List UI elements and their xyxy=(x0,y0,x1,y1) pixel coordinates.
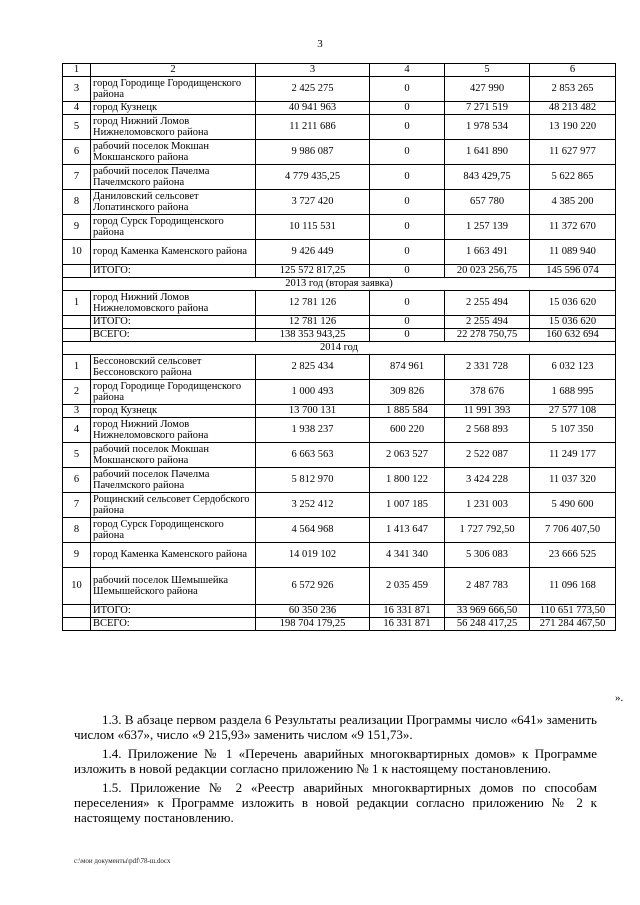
municipality-name-cell: Рощинский сельсовет Сердобского района xyxy=(91,493,256,518)
row-number-cell: 2 xyxy=(63,380,91,405)
amount-cell: 3 424 228 xyxy=(445,468,530,493)
amount-cell: 13 190 220 xyxy=(530,115,616,140)
file-path-footer: c:\мои документы\pdf\78-ш.docx xyxy=(74,857,171,865)
row-number-cell: 7 xyxy=(63,493,91,518)
table-row xyxy=(63,165,616,190)
amount-cell: 6 032 123 xyxy=(530,355,616,380)
amount-cell: 4 341 340 xyxy=(370,543,445,568)
municipality-name-cell: город Нижний Ломов Нижнеломовского района xyxy=(91,418,256,443)
empty-cell xyxy=(63,265,91,278)
municipality-name-cell: город Сурск Городищенского района xyxy=(91,518,256,543)
table-row xyxy=(63,115,616,140)
municipality-name-cell: город Сурск Городищенского района xyxy=(91,215,256,240)
row-number-cell: 1 xyxy=(63,291,91,316)
row-number-cell: 10 xyxy=(63,240,91,265)
amount-cell: 0 xyxy=(370,77,445,102)
municipality-name-cell: рабочий поселок Мокшан Мокшанского района xyxy=(91,443,256,468)
amount-cell: 11 991 393 xyxy=(445,405,530,418)
row-number-cell: 9 xyxy=(63,543,91,568)
section-header-2014 xyxy=(63,342,616,355)
table-row xyxy=(63,568,616,605)
municipality-name-cell: город Нижний Ломов Нижнеломовского района xyxy=(91,291,256,316)
amount-cell: 427 990 xyxy=(445,77,530,102)
amount-cell: 657 780 xyxy=(445,190,530,215)
table-row xyxy=(63,240,616,265)
amount-cell: 2 331 728 xyxy=(445,355,530,380)
table-row xyxy=(63,468,616,493)
amount-cell: 271 284 467,50 xyxy=(530,618,616,631)
amount-cell: 5 107 350 xyxy=(530,418,616,443)
grand-total-row xyxy=(63,618,616,631)
row-number-cell: 5 xyxy=(63,443,91,468)
total-row xyxy=(63,605,616,618)
amount-cell: 843 429,75 xyxy=(445,165,530,190)
amount-cell: 13 700 131 xyxy=(256,405,370,418)
amount-cell: 0 xyxy=(370,291,445,316)
amount-cell: 6 572 926 xyxy=(256,568,370,605)
municipality-name-cell: город Городище Городищенского района xyxy=(91,77,256,102)
table-row xyxy=(63,140,616,165)
amount-cell: 2 063 527 xyxy=(370,443,445,468)
amount-cell: 11 249 177 xyxy=(530,443,616,468)
amount-cell: 5 490 600 xyxy=(530,493,616,518)
amount-cell: 1 000 493 xyxy=(256,380,370,405)
municipality-name-cell: город Городище Городищенского района xyxy=(91,380,256,405)
amount-cell: 5 622 865 xyxy=(530,165,616,190)
amount-cell: 0 xyxy=(370,240,445,265)
grand-total-row xyxy=(63,329,616,342)
row-number-cell: 4 xyxy=(63,102,91,115)
table-row xyxy=(63,77,616,102)
column-number-cell: 4 xyxy=(370,64,445,77)
amount-cell: 1 007 185 xyxy=(370,493,445,518)
amount-cell: 40 941 963 xyxy=(256,102,370,115)
row-number-cell: 6 xyxy=(63,468,91,493)
amount-cell: 33 969 666,50 xyxy=(445,605,530,618)
amount-cell: 1 688 995 xyxy=(530,380,616,405)
amount-cell: 3 727 420 xyxy=(256,190,370,215)
amount-cell: 0 xyxy=(370,140,445,165)
municipality-name-cell: рабочий поселок Мокшан Мокшанского района xyxy=(91,140,256,165)
amount-cell: 12 781 126 xyxy=(256,316,370,329)
amount-cell: 11 089 940 xyxy=(530,240,616,265)
amount-cell: 0 xyxy=(370,115,445,140)
amount-cell: 1 938 237 xyxy=(256,418,370,443)
amount-cell: 15 036 620 xyxy=(530,316,616,329)
municipality-name-cell: город Кузнецк xyxy=(91,102,256,115)
amount-cell: 198 704 179,25 xyxy=(256,618,370,631)
amount-cell: 1 641 890 xyxy=(445,140,530,165)
amendment-paragraphs xyxy=(74,712,597,829)
amount-cell: 60 350 236 xyxy=(256,605,370,618)
amount-cell: 4 385 200 xyxy=(530,190,616,215)
amount-cell: 9 986 087 xyxy=(256,140,370,165)
total-label-cell: ИТОГО: xyxy=(91,316,256,329)
amount-cell: 5 306 083 xyxy=(445,543,530,568)
amount-cell: 0 xyxy=(370,215,445,240)
amount-cell: 11 037 320 xyxy=(530,468,616,493)
amount-cell: 2 825 434 xyxy=(256,355,370,380)
paragraph-1-5: 1.5. Приложение № 2 «Реестр аварийных многоквартирных домов по способам переселения» к Программе изложить в новой редакции согласно приложению № 2 к настоящему постановлению. xyxy=(74,780,597,825)
amount-cell: 16 331 871 xyxy=(370,618,445,631)
amount-cell: 0 xyxy=(370,102,445,115)
empty-cell xyxy=(63,618,91,631)
row-number-cell: 4 xyxy=(63,418,91,443)
amount-cell: 2 568 893 xyxy=(445,418,530,443)
amount-cell: 7 706 407,50 xyxy=(530,518,616,543)
amount-cell: 309 826 xyxy=(370,380,445,405)
amount-cell: 2 425 275 xyxy=(256,77,370,102)
table-body xyxy=(63,64,616,631)
empty-cell xyxy=(63,316,91,329)
amount-cell: 12 781 126 xyxy=(256,291,370,316)
row-number-cell: 10 xyxy=(63,568,91,605)
column-number-cell: 3 xyxy=(256,64,370,77)
row-number-cell: 7 xyxy=(63,165,91,190)
table-row xyxy=(63,543,616,568)
table-row xyxy=(63,102,616,115)
amount-cell: 1 885 584 xyxy=(370,405,445,418)
municipality-name-cell: Даниловский сельсовет Лопатинского района xyxy=(91,190,256,215)
amount-cell: 20 023 256,75 xyxy=(445,265,530,278)
row-number-cell: 3 xyxy=(63,77,91,102)
amount-cell: 15 036 620 xyxy=(530,291,616,316)
amount-cell: 11 627 977 xyxy=(530,140,616,165)
amount-cell: 1 663 491 xyxy=(445,240,530,265)
amount-cell: 4 779 435,25 xyxy=(256,165,370,190)
table-row xyxy=(63,518,616,543)
amount-cell: 0 xyxy=(370,190,445,215)
amount-cell: 22 278 750,75 xyxy=(445,329,530,342)
amount-cell: 138 353 943,25 xyxy=(256,329,370,342)
row-number-cell: 9 xyxy=(63,215,91,240)
column-number-cell: 2 xyxy=(91,64,256,77)
table-row xyxy=(63,190,616,215)
column-number-cell: 6 xyxy=(530,64,616,77)
amount-cell: 1 978 534 xyxy=(445,115,530,140)
table-row xyxy=(63,443,616,468)
empty-cell xyxy=(63,329,91,342)
paragraph-1-3: 1.3. В абзаце первом раздела 6 Результаты реализации Программы число «641» заменить числом «637», число «9 215,93» заменить числом «9 151,73». xyxy=(74,712,597,742)
row-number-cell: 3 xyxy=(63,405,91,418)
amount-cell: 1 413 647 xyxy=(370,518,445,543)
total-label-cell: ИТОГО: xyxy=(91,605,256,618)
empty-cell xyxy=(63,605,91,618)
amount-cell: 2 255 494 xyxy=(445,291,530,316)
table-row xyxy=(63,380,616,405)
amount-cell: 11 211 686 xyxy=(256,115,370,140)
amount-cell: 2 035 459 xyxy=(370,568,445,605)
amount-cell: 14 019 102 xyxy=(256,543,370,568)
amount-cell: 0 xyxy=(370,165,445,190)
column-number-cell: 5 xyxy=(445,64,530,77)
amount-cell: 23 666 525 xyxy=(530,543,616,568)
row-number-cell: 8 xyxy=(63,190,91,215)
amount-cell: 2 487 783 xyxy=(445,568,530,605)
row-number-cell: 5 xyxy=(63,115,91,140)
amount-cell: 2 522 087 xyxy=(445,443,530,468)
amount-cell: 11 096 168 xyxy=(530,568,616,605)
amount-cell: 48 213 482 xyxy=(530,102,616,115)
municipality-name-cell: город Каменка Каменского района xyxy=(91,240,256,265)
amount-cell: 0 xyxy=(370,316,445,329)
row-number-cell: 6 xyxy=(63,140,91,165)
amount-cell: 0 xyxy=(370,329,445,342)
municipality-name-cell: Бессоновский сельсовет Бессоновского района xyxy=(91,355,256,380)
amount-cell: 2 853 265 xyxy=(530,77,616,102)
amount-cell: 0 xyxy=(370,265,445,278)
amount-cell: 4 564 968 xyxy=(256,518,370,543)
municipality-name-cell: город Каменка Каменского района xyxy=(91,543,256,568)
closing-quote: ». xyxy=(615,692,624,704)
amount-cell: 378 676 xyxy=(445,380,530,405)
amount-cell: 1 727 792,50 xyxy=(445,518,530,543)
amount-cell: 1 800 122 xyxy=(370,468,445,493)
total-label-cell: ВСЕГО: xyxy=(91,618,256,631)
amount-cell: 145 596 074 xyxy=(530,265,616,278)
amount-cell: 1 257 139 xyxy=(445,215,530,240)
amount-cell: 2 255 494 xyxy=(445,316,530,329)
paragraph-1-4: 1.4. Приложение № 1 «Перечень аварийных многоквартирных домов» к Программе изложить в новой редакции согласно приложению № 1 к настоящему постановлению. xyxy=(74,746,597,776)
municipality-name-cell: город Нижний Ломов Нижнеломовского района xyxy=(91,115,256,140)
municipality-name-cell: рабочий поселок Пачелма Пачелмского района xyxy=(91,468,256,493)
municipality-name-cell: город Кузнецк xyxy=(91,405,256,418)
total-row xyxy=(63,316,616,329)
amount-cell: 7 271 519 xyxy=(445,102,530,115)
row-number-cell: 8 xyxy=(63,518,91,543)
table-header-row xyxy=(63,64,616,77)
amount-cell: 10 115 531 xyxy=(256,215,370,240)
amount-cell: 11 372 670 xyxy=(530,215,616,240)
total-label-cell: ВСЕГО: xyxy=(91,329,256,342)
amount-cell: 110 651 773,50 xyxy=(530,605,616,618)
amount-cell: 1 231 003 xyxy=(445,493,530,518)
section-header-2013-second xyxy=(63,278,616,291)
amount-cell: 125 572 817,25 xyxy=(256,265,370,278)
amount-cell: 6 663 563 xyxy=(256,443,370,468)
table-row xyxy=(63,355,616,380)
table-row xyxy=(63,493,616,518)
data-table xyxy=(62,63,616,631)
table-row xyxy=(63,215,616,240)
page-number: 3 xyxy=(317,38,323,50)
amount-cell: 56 248 417,25 xyxy=(445,618,530,631)
amount-cell: 5 812 970 xyxy=(256,468,370,493)
amount-cell: 874 961 xyxy=(370,355,445,380)
section-title-cell: 2014 год xyxy=(63,342,616,355)
amount-cell: 9 426 449 xyxy=(256,240,370,265)
amount-cell: 160 632 694 xyxy=(530,329,616,342)
section-title-cell: 2013 год (вторая заявка) xyxy=(63,278,616,291)
total-row xyxy=(63,265,616,278)
table-row xyxy=(63,418,616,443)
amount-cell: 27 577 108 xyxy=(530,405,616,418)
column-number-cell: 1 xyxy=(63,64,91,77)
municipality-name-cell: рабочий поселок Пачелма Пачелмского района xyxy=(91,165,256,190)
total-label-cell: ИТОГО: xyxy=(91,265,256,278)
amount-cell: 600 220 xyxy=(370,418,445,443)
municipality-name-cell: рабочий поселок Шемышейка Шемышейского района xyxy=(91,568,256,605)
amount-cell: 3 252 412 xyxy=(256,493,370,518)
amount-cell: 16 331 871 xyxy=(370,605,445,618)
row-number-cell: 1 xyxy=(63,355,91,380)
table-row xyxy=(63,405,616,418)
table-row xyxy=(63,291,616,316)
